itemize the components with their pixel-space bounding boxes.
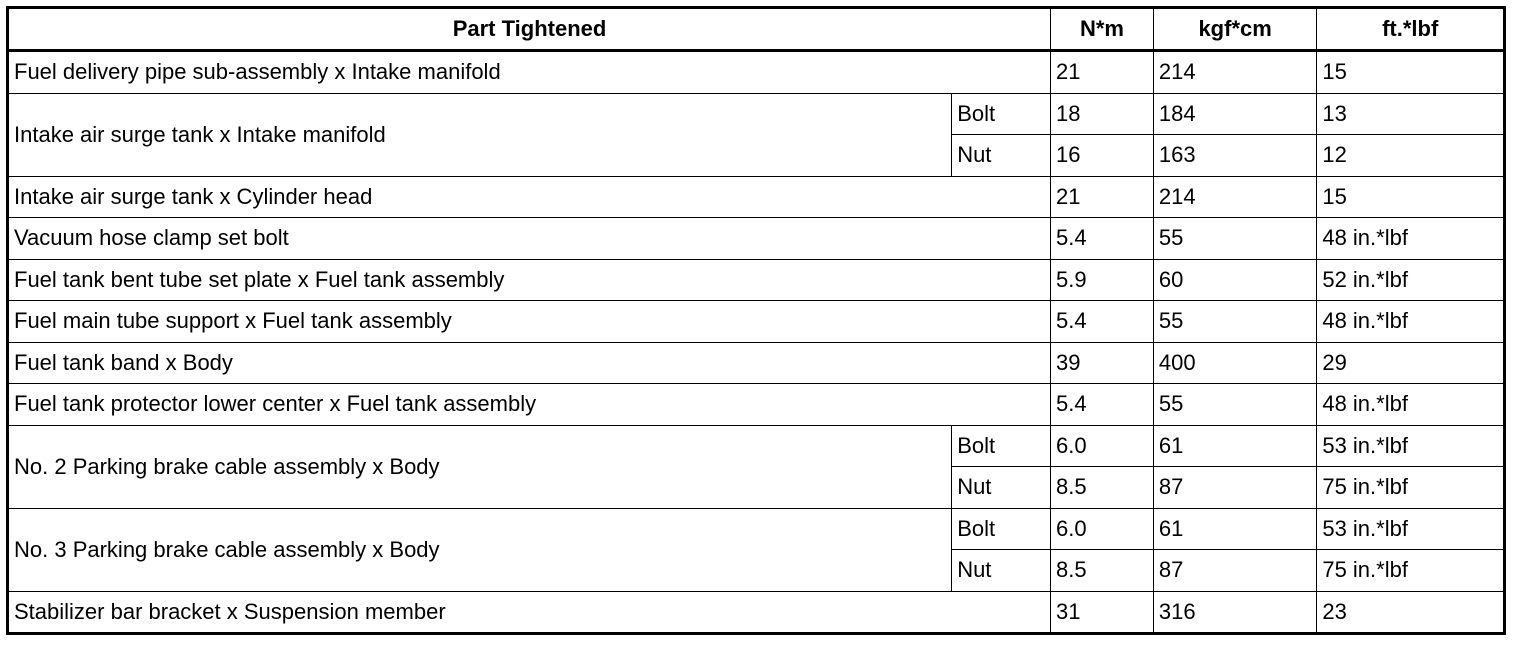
fastener-type-cell: Nut [952, 550, 1051, 592]
table-row [8, 176, 1505, 218]
torque-ft-lbf-cell: 12 [1317, 135, 1505, 177]
table-row [8, 591, 1505, 634]
part-tightened-cell: No. 2 Parking brake cable assembly x Body [8, 425, 952, 508]
part-tightened-cell: Fuel tank band x Body [8, 342, 1051, 384]
fastener-type-cell: Bolt [952, 508, 1051, 550]
torque-specification-table [6, 6, 1506, 635]
torque-ft-lbf-cell: 29 [1317, 342, 1505, 384]
table-row [8, 259, 1505, 301]
torque-kgf-cm-cell: 214 [1153, 176, 1316, 218]
torque-ft-lbf-cell: 75 in.*lbf [1317, 467, 1505, 509]
part-tightened-cell: Fuel tank protector lower center x Fuel tank assembly [8, 384, 1051, 426]
fastener-type-cell: Bolt [952, 93, 1051, 135]
fastener-type-cell: Nut [952, 467, 1051, 509]
header-nm: N*m [1051, 8, 1154, 51]
table-row [8, 51, 1505, 94]
table-row [8, 425, 1505, 467]
torque-kgf-cm-cell: 87 [1153, 467, 1316, 509]
torque-nm-cell: 6.0 [1051, 425, 1154, 467]
torque-kgf-cm-cell: 400 [1153, 342, 1316, 384]
part-tightened-cell: No. 3 Parking brake cable assembly x Body [8, 508, 952, 591]
torque-ft-lbf-cell: 48 in.*lbf [1317, 301, 1505, 343]
torque-nm-cell: 6.0 [1051, 508, 1154, 550]
part-tightened-cell: Vacuum hose clamp set bolt [8, 218, 1051, 260]
table-row [8, 342, 1505, 384]
part-tightened-cell: Intake air surge tank x Intake manifold [8, 93, 952, 176]
torque-ft-lbf-cell: 53 in.*lbf [1317, 508, 1505, 550]
part-tightened-cell: Fuel tank bent tube set plate x Fuel tank assembly [8, 259, 1051, 301]
torque-kgf-cm-cell: 55 [1153, 384, 1316, 426]
torque-kgf-cm-cell: 163 [1153, 135, 1316, 177]
torque-kgf-cm-cell: 55 [1153, 301, 1316, 343]
header-ft-lbf: ft.*lbf [1317, 8, 1505, 51]
torque-ft-lbf-cell: 48 in.*lbf [1317, 218, 1505, 260]
torque-kgf-cm-cell: 60 [1153, 259, 1316, 301]
part-tightened-cell: Fuel main tube support x Fuel tank assembly [8, 301, 1051, 343]
torque-nm-cell: 31 [1051, 591, 1154, 634]
part-tightened-cell: Stabilizer bar bracket x Suspension member [8, 591, 1051, 634]
table-row [8, 218, 1505, 260]
torque-ft-lbf-cell: 13 [1317, 93, 1505, 135]
torque-nm-cell: 16 [1051, 135, 1154, 177]
torque-kgf-cm-cell: 55 [1153, 218, 1316, 260]
table-row [8, 301, 1505, 343]
torque-kgf-cm-cell: 87 [1153, 550, 1316, 592]
torque-ft-lbf-cell: 53 in.*lbf [1317, 425, 1505, 467]
torque-ft-lbf-cell: 52 in.*lbf [1317, 259, 1505, 301]
torque-kgf-cm-cell: 61 [1153, 425, 1316, 467]
header-part-tightened: Part Tightened [8, 8, 1051, 51]
table-body [8, 51, 1505, 634]
torque-kgf-cm-cell: 214 [1153, 51, 1316, 94]
torque-nm-cell: 5.4 [1051, 384, 1154, 426]
torque-kgf-cm-cell: 316 [1153, 591, 1316, 634]
part-tightened-cell: Intake air surge tank x Cylinder head [8, 176, 1051, 218]
fastener-type-cell: Nut [952, 135, 1051, 177]
torque-nm-cell: 5.4 [1051, 218, 1154, 260]
torque-kgf-cm-cell: 61 [1153, 508, 1316, 550]
torque-nm-cell: 21 [1051, 176, 1154, 218]
torque-ft-lbf-cell: 48 in.*lbf [1317, 384, 1505, 426]
torque-ft-lbf-cell: 15 [1317, 176, 1505, 218]
torque-ft-lbf-cell: 75 in.*lbf [1317, 550, 1505, 592]
torque-ft-lbf-cell: 23 [1317, 591, 1505, 634]
table-row [8, 93, 1505, 135]
torque-kgf-cm-cell: 184 [1153, 93, 1316, 135]
torque-nm-cell: 18 [1051, 93, 1154, 135]
torque-nm-cell: 5.9 [1051, 259, 1154, 301]
table-row [8, 508, 1505, 550]
part-tightened-cell: Fuel delivery pipe sub-assembly x Intake manifold [8, 51, 1051, 94]
header-kgf-cm: kgf*cm [1153, 8, 1316, 51]
torque-nm-cell: 8.5 [1051, 467, 1154, 509]
fastener-type-cell: Bolt [952, 425, 1051, 467]
torque-ft-lbf-cell: 15 [1317, 51, 1505, 94]
torque-nm-cell: 8.5 [1051, 550, 1154, 592]
torque-nm-cell: 21 [1051, 51, 1154, 94]
table-header-row [8, 8, 1505, 51]
table-row [8, 384, 1505, 426]
torque-nm-cell: 39 [1051, 342, 1154, 384]
torque-nm-cell: 5.4 [1051, 301, 1154, 343]
